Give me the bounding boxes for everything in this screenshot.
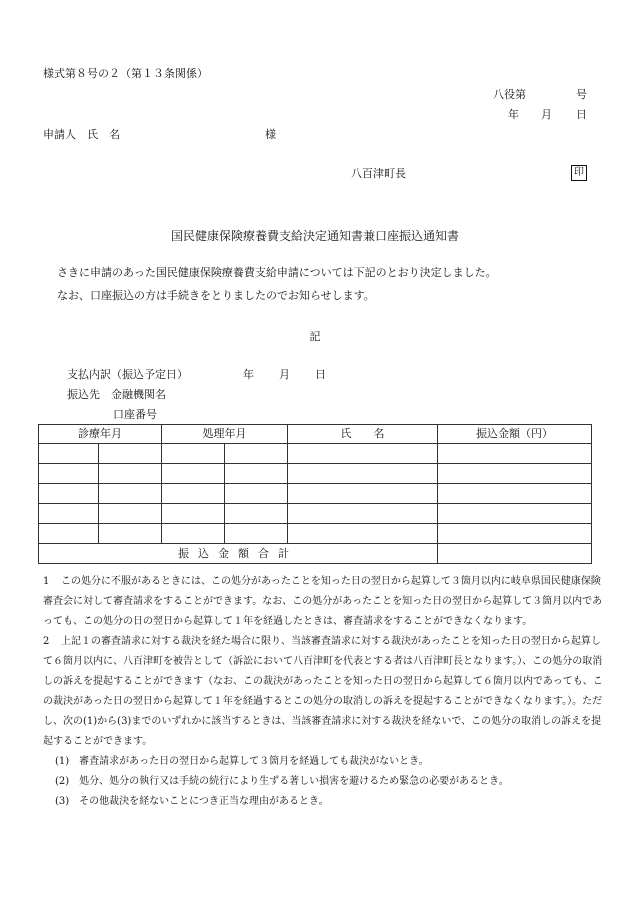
notes [43,572,603,812]
header-name: 氏 名 [288,425,438,444]
table-header-row [39,425,592,444]
office-number-suffix: 号 [576,88,587,101]
subnote-2 [43,772,603,792]
ki-heading: 記 [309,330,321,343]
payment-day: 日 [315,368,326,381]
note-1-number: 1 [43,576,50,587]
subnote-1 [43,752,603,772]
payment-schedule [67,368,326,382]
payment-table [38,424,592,564]
applicant-honorific: 様 [265,128,276,141]
issue-date-year: 年 [508,108,519,121]
header-processing-month: 処理年月 [162,425,288,444]
issue-date-day: 日 [576,108,587,121]
payment-month: 月 [279,368,290,381]
note-1-text: この処分に不服があるときには、この処分があったことを知った日の翌日から起算して３箇月以内に岐阜県国民健康保険審査会に対して審査請求をすることができます。なお、この処分があったことを知った日の翌日から起算して３箇月以内であっても、この処分の日の翌日から起算して１年を経過したときは、審査請求をすることができなくなります。 [43,576,603,627]
subnote-1-text: 審査請求があった日の翌日から起算して３箇月を経過しても裁決がないとき。 [79,756,429,767]
intro-line-2: なお、口座振込の方は手続きをとりましたのでお知らせします。 [57,289,375,302]
table-row [39,464,592,484]
bank-label: 振込先 金融機関名 [67,388,166,401]
office-number-prefix: 八役第 [493,88,526,101]
payment-label: 支払内訳（振込予定日） [67,368,188,381]
note-2 [43,632,603,752]
subnote-3-number: (3) [55,796,70,807]
subnote-2-number: (2) [55,776,70,787]
document-title: 国民健康保険療養費支給決定通知書兼口座振込通知書 [170,229,459,243]
note-1 [43,572,603,632]
table-row [39,444,592,464]
applicant-line [43,128,276,142]
table-row [39,524,592,544]
table-total-row [39,544,592,564]
subnote-2-text: 処分、処分の執行又は手続の続行により生ずる著しい損害を避けるため緊急の必要があるとき。 [79,776,509,787]
total-label: 振込金額合計 [39,544,438,564]
total-amount-cell [438,544,592,564]
issuer-mayor: 八百津町長 [351,167,406,180]
subnote-1-number: (1) [55,756,70,767]
note-2-text: 上記１の審査請求に対する裁決を経た場合に限り、当該審査請求に対する裁決があったことを知った日の翌日から起算して６箇月以内に、八百津町を被告として（訴訟において八百津町を代表とする者は八百津町長となります。）、この処分の取消しの訴えを提起することができます（なお、この裁決があったことを知った日の翌日から起算して６箇月以内であっても、この裁決があった日の翌日から起算して１年を経過するとこの処分の取消しの訴えを提起することができなくなります。）。ただし、次の(1)から(3)までのいずれかに該当するときは、当該審査請求に対する裁決を経ないで、この処分の取消しの訴えを提起することができます。 [43,636,603,747]
seal-box: 印 [571,165,587,181]
office-number [493,88,588,102]
table-row [39,484,592,504]
header-amount: 振込金額（円） [438,425,592,444]
payment-year: 年 [243,368,254,381]
intro-line-1: さきに申請のあった国民健康保険療養費支給申請については下記のとおり決定しました。 [57,266,497,279]
subnote-3 [43,792,603,812]
form-number: 様式第８号の２（第１３条関係） [43,67,208,80]
header-treatment-month: 診療年月 [39,425,162,444]
applicant-label: 申請人 氏 名 [43,128,120,141]
table-row [39,504,592,524]
subnote-3-text: その他裁決を経ないことにつき正当な理由があるとき。 [79,796,329,807]
note-2-number: 2 [43,636,50,647]
issue-date-month: 月 [541,108,552,121]
account-label: 口座番号 [113,408,157,421]
